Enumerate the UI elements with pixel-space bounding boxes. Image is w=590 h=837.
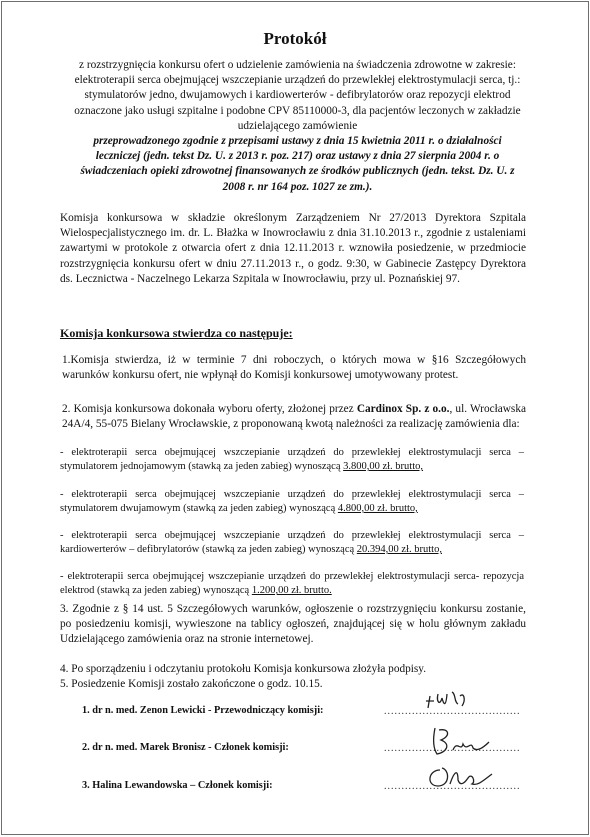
price-amount: 4.800,00 zł. brutto, <box>337 503 418 514</box>
price-item <box>60 488 524 516</box>
signature-line: ....................................... <box>384 706 521 717</box>
intro-subject: z rozstrzygnięcia konkursu ofert o udzielenie zamówienia na świadczenia zdrowotne w zakresie: elektroterapii serca obejmującej wszczepianie urządzeń do przewlekłej elektrostymulacji serca, tj.: stymulatorów jedno, dwujamowych i kardiowerterów - defibrylatorów oraz repozycji elektrod oznaczone jako usługi szpitalne i podobne CPV 85110000-3, dla pacjentów leczonych w zakładzie udzielającego zamówienie <box>74 59 521 132</box>
price-description: - elektroterapii serca obejmującej wszczepianie urządzeń do przewlekłej elektrostymulacji serca – stymulatorem dwujamowym (stawką za jeden zabieg) wynoszącą <box>60 489 524 514</box>
document-title: Protokół <box>263 29 327 48</box>
intro-legal-basis: przeprowadzonego zgodnie z przepisami ustawy z dnia 15 kwietnia 2011 r. o działalności leczniczej (jedn. tekst Dz. U. z 2013 r. poz. 217) oraz ustawy z dnia 27 sierpnia 2004 r. o świadczeniach opieki zdrowotnej finansowanych ze środków publicznych (jedn. tekst. Dz. U. z 2008 r. nr 164 poz. 1027 ze zm.). <box>80 135 515 193</box>
signature-line: ....................................... <box>384 781 521 792</box>
price-amount: 1.200,00 zł. brutto. <box>251 585 332 596</box>
document-page <box>1 1 589 835</box>
signature-label-member-2: 3. Halina Lewandowska – Członek komisji: <box>82 780 273 791</box>
price-description: - elektroterapii serca obejmującej wszczepianie urządzeń do przewlekłej elektrostymulacji serca – stymulatorem jednojamowym (stawką za jeden zabieg) wynoszącą <box>60 447 524 472</box>
finding-item-1: 1.Komisja stwierdza, iż w terminie 7 dni roboczych, o których mowa w §16 Szczegółowych warunków konkursu ofert, nie wpłynął do Komisji konkursowej umotywowany protest. <box>62 354 526 381</box>
finding-item-4: 4. Po sporządzeniu i odczytaniu protokołu Komisja konkursowa złożyła podpisy. <box>60 663 427 675</box>
findings-heading: Komisja konkursowa stwierdza co następuje: <box>60 326 293 340</box>
item-2-address: , ul. Wrocławska 24A/4, 55-075 Bielany Wrocławskie, z proponowaną kwotą należności za realizację zamówienia dla: <box>62 403 526 430</box>
finding-item-5: 5. Posiedzenie Komisji zostało zakończone o godz. 10.15. <box>60 678 323 690</box>
signature-label-member-1: 2. dr n. med. Marek Bronisz - Członek komisji: <box>82 742 289 753</box>
price-item <box>60 570 524 598</box>
commission-paragraph: Komisja konkursowa w składzie określonym Zarządzeniem Nr 27/2013 Dyrektora Szpitala Wielospecjalistycznego im. dr. L. Błażka w Inowrocławiu z dnia 31.10.2013 r., zgodnie z ustaleniami zawartymi w protokole z otwarcia ofert z dnia 12.11.2013 r. wznowiła posiedzenie, w przedmiocie rozstrzygnięcia konkursu ofert w dniu 27.11.2013 r., o godz. 9:30, w Gabinecie Zastępcy Dyrektora ds. Lecznictwa - Naczelnego Lekarza Szpitala w Inowrocławiu, przy ul. Poznańskiej 97. <box>60 212 526 285</box>
handwritten-signature-2 <box>427 722 499 760</box>
signature-label-chair: 1. dr n. med. Zenon Lewicki - Przewodniczący komisji: <box>82 705 324 716</box>
price-item <box>60 446 524 474</box>
price-amount: 3.800,00 zł. brutto, <box>343 461 424 472</box>
handwritten-signature-3 <box>422 760 500 792</box>
company-name: Cardinox Sp. z o.o. <box>356 403 450 415</box>
price-item <box>60 529 524 557</box>
intro-block <box>70 58 525 195</box>
handwritten-signature-1 <box>422 688 494 716</box>
finding-item-2 <box>62 402 526 432</box>
finding-item-3: 3. Zgodnie z § 14 ust. 5 Szczegółowych warunków, ogłoszenie o rozstrzygnięciu konkursu zostanie, po posiedzeniu komisji, wywieszone na tablicy ogłoszeń, znajdującej się w holu głównym zakładu Udzielającego zamówienia oraz na stronie internetowej. <box>60 603 526 645</box>
signature-line: ....................................... <box>384 743 521 754</box>
price-description: - elektroterapii serca obejmującej wszczepianie urządzeń do przewlekłej elektrostymulacji serca- repozycja elektrod (stawką za jeden zabieg) wynoszącą <box>60 571 524 596</box>
item-2-text: 2. Komisja konkursowa dokonała wyboru oferty, złożonej przez <box>62 403 357 415</box>
price-description: - elektroterapii serca obejmującej wszczepianie urządzeń do przewlekłej elektrostymulacji serca – kardiowerterów – defibrylatorów (stawką za jeden zabieg) wynoszącą <box>60 530 524 555</box>
price-amount: 20.394,00 zł. brutto, <box>356 544 442 555</box>
